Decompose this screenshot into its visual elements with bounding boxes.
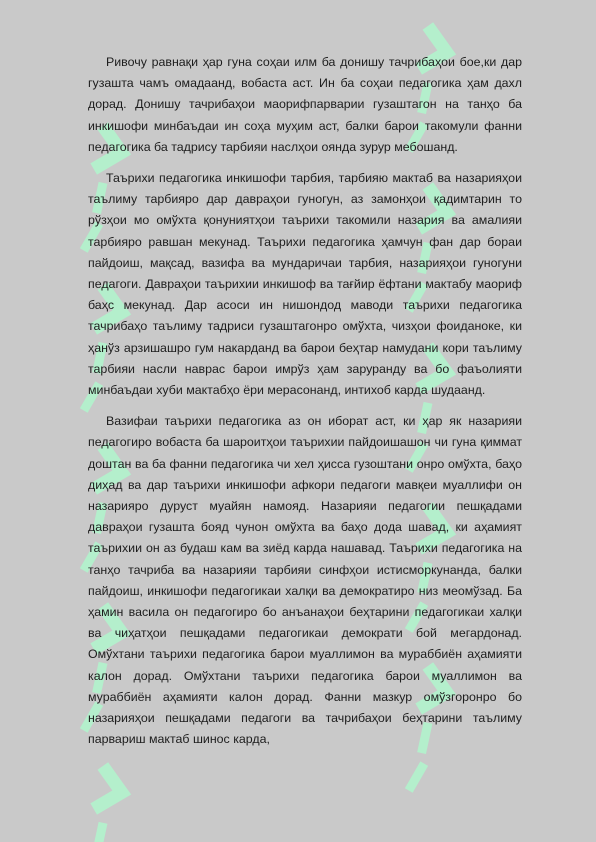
paragraph-3: Вазифаи таърихи педагогика аз он иборат аст, ки ҳар як назарияи педагогиро вобаста ба шароитҳои таърихии пайдоишашон чи гуна қиммат доштан ва ба фанни педагогика чи хел ҳисса гузоштани онро омўхта, баҳо диҳад ва дар таърихи инкишофи афкори педагоги мавқеи муаллифи он назарияро дуруст муайян намояд. Назарияи педагогии пешқадами давраҳои гузашта бояд чунон омўхта ва баҳо дода шавад, ки аҳамият таърихии он аз будаш кам ва зиёд карда нашавад. Таърихи педагогика на танҳо тачриба ва назарияи тарбияи синфҳои истисморкунанда, балки пайдоиш, инкишофи педагогикаи халқи ва демократиро низ меомўзад. Ба ҳамин васила он педагогиро бо анъанаҳои беҳтарини педагогикаи халқи ва чиҳатҳои пешқадами педагогикаи демократи бой мегардонад. Омўхтани таърихи педагогика барои муаллимон ва мураббиён аҳамияти калон дорад. Омўхтани таърихи педагогика барои муаллимон ва мураббиён аҳамияти калон дорад. Фанни мазкур омўзгоронро бо назарияҳои пешқадами педагоги ва тачрибаҳои беҳтарини таълиму парвариш мактаб шинос карда, [88,414,522,747]
paragraph-2: Таърихи педагогика инкишофи тарбия, тарбияю мактаб ва назарияҳои таълиму тарбияро дар давраҳои гуногун, аз замонҳои қадимтарин то рўзҳои мо омўхта қонуниятҳои таърихи такомили назария ва амалияи тарбияро равшан мекунад. Таърихи педагогика ҳамчун фан дар бораи пайдоиш, мақсад, вазифа ва мундаричаи тарбия, назарияҳои гуногуни педагоги. Давраҳои таърихии инкишоф ва тағйир ёфтани мактабу маориф баҳс мекунад. Дар асоси ин нишондод маводи таърихи педагогика тачрибаҳо таълиму тадриси гузаштагонро омўхта, чизҳои фоиданоке, ки ҳанўз арзишашро гум накарданд ва барои беҳтар намудани кори таълиму тарбияи насли наврас барои имрўз ҳам заруранду ва бо фаъолияти минбаъдаи хуби мактабҳо ёри мерасонанд, интихоб карда шудаанд. [88,171,522,398]
document-body [88,52,522,761]
watermark-mark [77,766,127,842]
paragraph-1: Ривочу равнақи ҳар гуна соҳаи илм ба донишу тачрибаҳои бое,ки дар гузашта чамъ омадаанд, вобаста аст. Ин ба соҳаи педагогика ҳам дахл дорад. Донишу тачрибаҳои маорифпарварии гузаштагон на танҳо ба инкишофи минбаъдаи ин соҳа муҳим аст, балки барои такомули фанни педагогика ба тадрису тарбияи наслҳои оянда зурур мебошанд. [88,55,522,154]
